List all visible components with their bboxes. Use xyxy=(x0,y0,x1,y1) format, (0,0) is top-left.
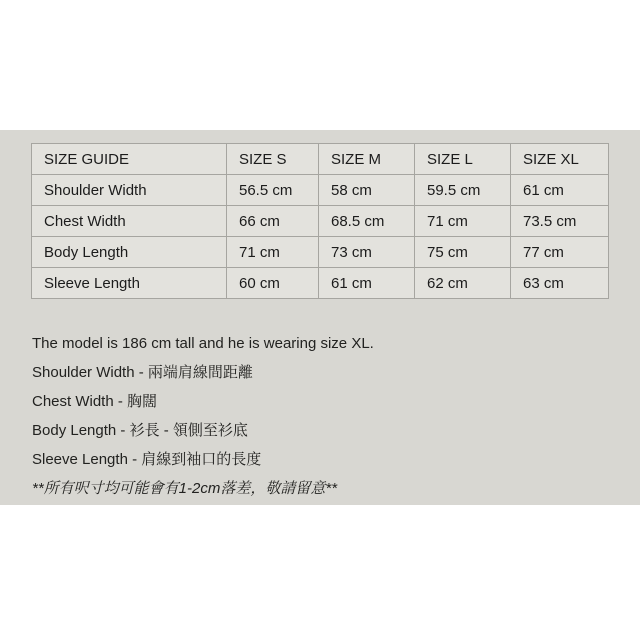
row-label: Chest Width xyxy=(32,206,227,237)
cell-value: 68.5 cm xyxy=(319,206,415,237)
row-label: Sleeve Length xyxy=(32,268,227,299)
header-size-xl: SIZE XL xyxy=(511,144,609,175)
header-size-l: SIZE L xyxy=(415,144,511,175)
tolerance-disclaimer: **所有呎寸均可能會有1-2cm落差，敬請留意** xyxy=(32,480,338,497)
cell-value: 73 cm xyxy=(319,237,415,268)
header-size-guide: SIZE GUIDE xyxy=(32,144,227,175)
chest-width-note: Chest Width - 胸闊 xyxy=(32,393,158,410)
cell-value: 66 cm xyxy=(227,206,319,237)
model-info-note: The model is 186 cm tall and he is wearing size XL. xyxy=(32,335,374,352)
cell-value: 59.5 cm xyxy=(415,175,511,206)
size-guide-panel xyxy=(0,130,640,505)
table-row-chest-width xyxy=(32,206,609,237)
row-label: Body Length xyxy=(32,237,227,268)
size-guide-table xyxy=(31,143,609,299)
cell-value: 58 cm xyxy=(319,175,415,206)
table-row-shoulder-width xyxy=(32,175,609,206)
cell-value: 71 cm xyxy=(227,237,319,268)
measurement-notes xyxy=(32,329,612,503)
header-size-m: SIZE M xyxy=(319,144,415,175)
table-header-row xyxy=(32,144,609,175)
body-length-note: Body Length - 衫長 - 領側至衫底 xyxy=(32,422,248,439)
header-size-s: SIZE S xyxy=(227,144,319,175)
table-row-body-length xyxy=(32,237,609,268)
cell-value: 61 cm xyxy=(511,175,609,206)
cell-value: 63 cm xyxy=(511,268,609,299)
table-row-sleeve-length xyxy=(32,268,609,299)
cell-value: 71 cm xyxy=(415,206,511,237)
shoulder-width-note: Shoulder Width - 兩端肩線間距離 xyxy=(32,364,253,381)
cell-value: 77 cm xyxy=(511,237,609,268)
cell-value: 75 cm xyxy=(415,237,511,268)
cell-value: 73.5 cm xyxy=(511,206,609,237)
row-label: Shoulder Width xyxy=(32,175,227,206)
cell-value: 60 cm xyxy=(227,268,319,299)
sleeve-length-note: Sleeve Length - 肩線到袖口的長度 xyxy=(32,451,262,468)
cell-value: 61 cm xyxy=(319,268,415,299)
cell-value: 56.5 cm xyxy=(227,175,319,206)
cell-value: 62 cm xyxy=(415,268,511,299)
